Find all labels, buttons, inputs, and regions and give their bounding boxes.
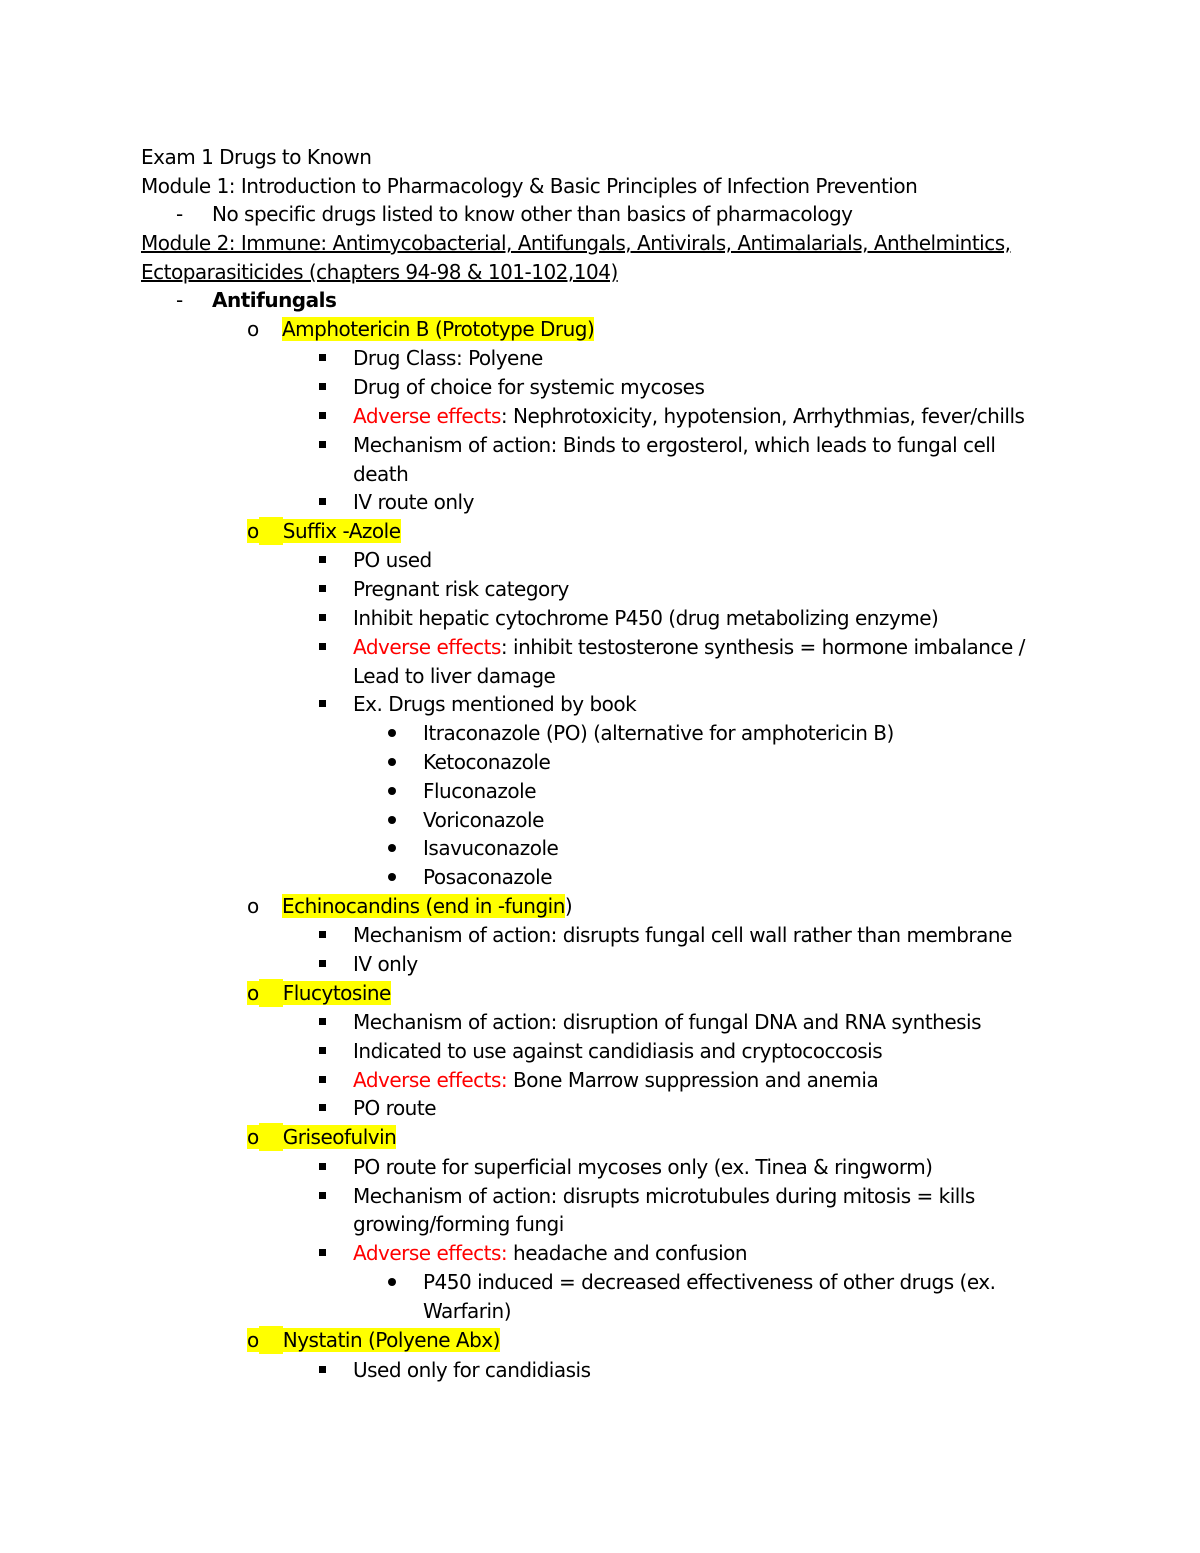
round-bullet	[388, 787, 396, 795]
round-bullet	[388, 816, 396, 824]
square-bullet	[319, 412, 326, 419]
square-bullet	[319, 1192, 326, 1199]
round-bullet	[388, 1278, 396, 1286]
square-bullet	[319, 498, 326, 505]
amphotericin-item: Drug Class: Polyene	[353, 346, 543, 370]
azole-example: Itraconazole (PO) (alternative for amphotericin B)	[423, 721, 894, 745]
griseofulvin-title: o Griseofulvin	[247, 1125, 397, 1149]
module1-heading: Module 1: Introduction to Pharmacology & Basic Principles of Infection Prevention	[141, 174, 918, 198]
amphotericin-title: Amphotericin B (Prototype Drug)	[282, 317, 595, 341]
square-bullet	[319, 1366, 326, 1373]
adverse-effects-label: Adverse effects	[353, 404, 501, 428]
square-bullet	[319, 1163, 326, 1170]
adverse-effects-label: Adverse effects:	[353, 1068, 508, 1092]
azole-item: Inhibit hepatic cytochrome P450 (drug metabolizing enzyme)	[353, 606, 939, 630]
circle-bullet: o	[247, 317, 260, 341]
square-bullet	[319, 614, 326, 621]
nystatin-item: Used only for candidiasis	[353, 1358, 591, 1382]
square-bullet	[319, 383, 326, 390]
square-bullet	[319, 1076, 326, 1083]
flucytosine-item: Indicated to use against candidiasis and cryptococcosis	[353, 1039, 883, 1063]
round-bullet	[388, 729, 396, 737]
square-bullet	[319, 354, 326, 361]
griseofulvin-adverse-effects: Adverse effects: headache and confusion	[353, 1241, 748, 1265]
round-bullet	[388, 844, 396, 852]
nystatin-title: o Nystatin (Polyene Abx)	[247, 1328, 500, 1352]
round-bullet	[388, 873, 396, 881]
azole-example: Isavuconazole	[423, 836, 559, 860]
module1-note: No specific drugs listed to know other than basics of pharmacology	[212, 202, 853, 226]
griseofulvin-item: PO route for superficial mycoses only (ex. Tinea & ringworm)	[353, 1155, 933, 1179]
azole-adverse-effects-cont: Lead to liver damage	[353, 664, 556, 688]
azole-example: Ketoconazole	[423, 750, 551, 774]
module2-heading-line2: Ectoparasiticides (chapters 94-98 & 101-102,104)	[141, 260, 618, 284]
azole-title: o Suffix -Azole	[247, 519, 401, 543]
amphotericin-route: IV route only	[353, 490, 474, 514]
square-bullet	[319, 1249, 326, 1256]
amphotericin-adverse-effects: Adverse effects: Nephrotoxicity, hypotension, Arrhythmias, fever/chills	[353, 404, 1025, 428]
dash-bullet: -	[176, 288, 184, 312]
echinocandins-title: Echinocandins (end in -fungin)	[282, 894, 573, 918]
griseofulvin-moa-cont: growing/forming fungi	[353, 1212, 564, 1236]
circle-bullet: o	[247, 894, 260, 918]
amphotericin-moa-cont: death	[353, 462, 409, 486]
round-bullet	[388, 758, 396, 766]
square-bullet	[319, 700, 326, 707]
griseofulvin-moa: Mechanism of action: disrupts microtubules during mitosis = kills	[353, 1184, 975, 1208]
amphotericin-moa: Mechanism of action: Binds to ergosterol, which leads to fungal cell	[353, 433, 996, 457]
echinocandins-item: Mechanism of action: disrupts fungal cell wall rather than membrane	[353, 923, 1012, 947]
square-bullet	[319, 960, 326, 967]
dash-bullet: -	[176, 202, 184, 226]
square-bullet	[319, 556, 326, 563]
griseofulvin-sub-item: P450 induced = decreased effectiveness of other drugs (ex.	[423, 1270, 996, 1294]
griseofulvin-sub-item-cont: Warfarin)	[423, 1299, 512, 1323]
echinocandins-item: IV only	[353, 952, 418, 976]
azole-item: PO used	[353, 548, 432, 572]
square-bullet	[319, 931, 326, 938]
flucytosine-item: Mechanism of action: disruption of fungal DNA and RNA synthesis	[353, 1010, 982, 1034]
document-title: Exam 1 Drugs to Known	[141, 145, 372, 169]
flucytosine-route: PO route	[353, 1096, 437, 1120]
square-bullet	[319, 1047, 326, 1054]
azole-item: Pregnant risk category	[353, 577, 569, 601]
adverse-effects-label: Adverse effects:	[353, 1241, 508, 1265]
azole-examples-label: Ex. Drugs mentioned by book	[353, 692, 637, 716]
section-antifungals: Antifungals	[212, 288, 337, 312]
module2-heading-line1: Module 2: Immune: Antimycobacterial, Antifungals, Antivirals, Antimalarials, Anthelmintics,	[141, 231, 1011, 255]
square-bullet	[319, 441, 326, 448]
azole-example: Posaconazole	[423, 865, 553, 889]
adverse-effects-label: Adverse effects	[353, 635, 501, 659]
azole-example: Voriconazole	[423, 808, 544, 832]
square-bullet	[319, 1018, 326, 1025]
azole-example: Fluconazole	[423, 779, 536, 803]
amphotericin-item: Drug of choice for systemic mycoses	[353, 375, 705, 399]
square-bullet	[319, 643, 326, 650]
flucytosine-adverse-effects: Adverse effects: Bone Marrow suppression and anemia	[353, 1068, 879, 1092]
azole-adverse-effects: Adverse effects: inhibit testosterone synthesis = hormone imbalance /	[353, 635, 1025, 659]
square-bullet	[319, 1104, 326, 1111]
square-bullet	[319, 585, 326, 592]
flucytosine-title: o Flucytosine	[247, 981, 391, 1005]
